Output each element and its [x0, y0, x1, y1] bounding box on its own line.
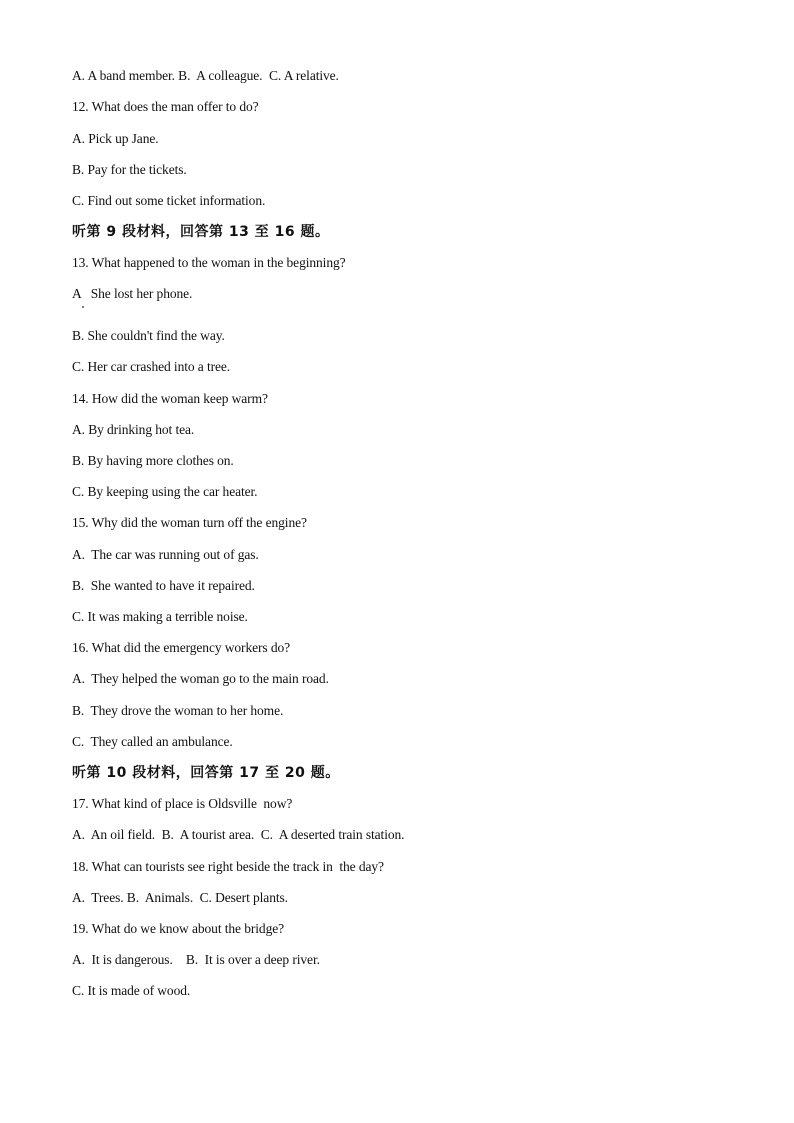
q18-options: A. Trees. B. Animals. C. Desert plants. [72, 890, 288, 905]
q19-question: 19. What do we know about the bridge? [72, 921, 284, 936]
q13-option-c: C. Her car crashed into a tree. [72, 359, 231, 374]
q16-question: 16. What did the emergency workers do? [72, 640, 291, 655]
q17-question: 17. What kind of place is Oldsville now? [72, 796, 293, 811]
q12-question: 12. What does the man offer to do? [72, 99, 259, 114]
q19-option-c: C. It is made of wood. [72, 983, 191, 998]
q11-options: A. A band member. B. A colleague. C. A relative. [72, 68, 339, 83]
q13-option-b: B. She couldn't find the way. [72, 328, 225, 343]
q14-option-a: A. By drinking hot tea. [72, 422, 195, 437]
q12-option-a: A. Pick up Jane. [72, 131, 159, 146]
section-heading-10: 听第 10 段材料，回答第 17 至 20 题。 [72, 765, 340, 781]
q18-question: 18. What can tourists see right beside the track in the day? [72, 859, 384, 874]
q14-question: 14. How did the woman keep warm? [72, 391, 268, 406]
q13-question: 13. What happened to the woman in the beginning? [72, 255, 346, 270]
section-heading-9: 听第 9 段材料，回答第 13 至 16 题。 [72, 224, 330, 240]
q19-options-ab: A. It is dangerous. B. It is over a deep river. [72, 952, 320, 967]
q15-option-a: A. The car was running out of gas. [72, 547, 259, 562]
q16-option-c: C. They called an ambulance. [72, 734, 233, 749]
q15-option-b: B. She wanted to have it repaired. [72, 578, 255, 593]
stray-mark [82, 306, 84, 308]
q12-option-b: B. Pay for the tickets. [72, 162, 187, 177]
q16-option-b: B. They drove the woman to her home. [72, 703, 284, 718]
q12-option-c: C. Find out some ticket information. [72, 193, 266, 208]
q15-question: 15. Why did the woman turn off the engine? [72, 515, 307, 530]
q14-option-c: C. By keeping using the car heater. [72, 484, 258, 499]
q13-option-a: A She lost her phone. [72, 286, 193, 301]
q14-option-b: B. By having more clothes on. [72, 453, 234, 468]
q17-options: A. An oil field. B. A tourist area. C. A deserted train station. [72, 827, 405, 842]
q15-option-c: C. It was making a terrible noise. [72, 609, 248, 624]
q16-option-a: A. They helped the woman go to the main road. [72, 671, 329, 686]
